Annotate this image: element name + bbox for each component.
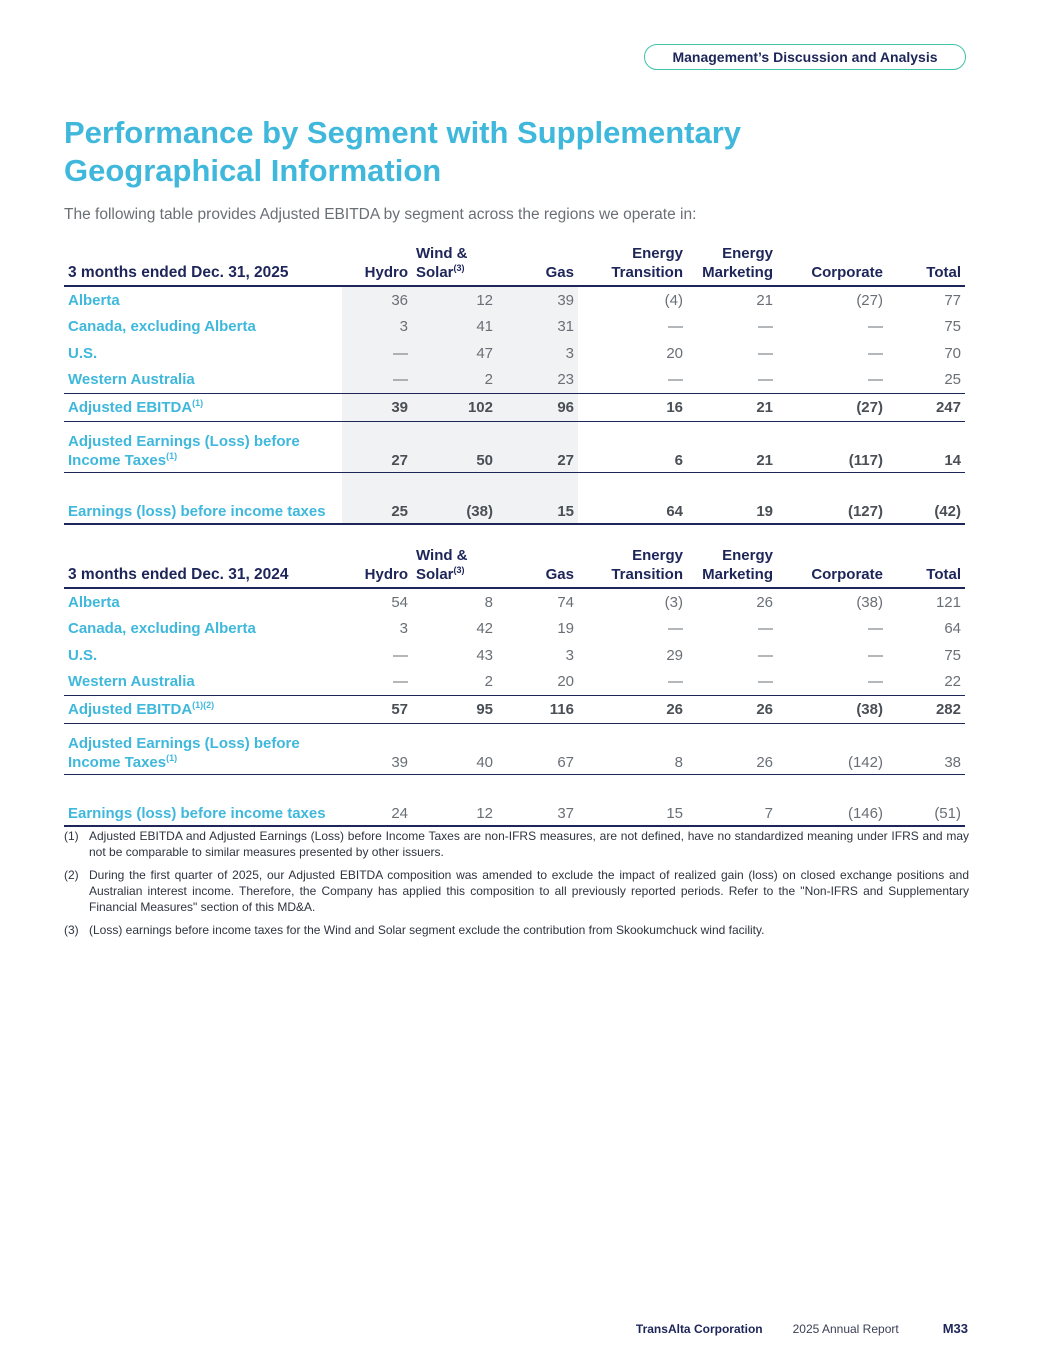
row-label: Adjusted EBITDA$^{(1)}$ [64, 394, 342, 422]
footnote [64, 867, 969, 915]
footnote-number: (3) [64, 923, 79, 937]
table-cell: 8 [484, 593, 493, 611]
row-label: Earnings (loss) before income taxes [64, 774, 342, 826]
table-cell: 21 [687, 421, 777, 472]
table-cell: 3 [342, 314, 412, 341]
table-cell: 64 [944, 620, 961, 638]
table-cell: 14 [887, 421, 965, 472]
table-row [64, 367, 965, 394]
table-cell: 77 [944, 291, 961, 309]
page-footer [636, 1321, 968, 1336]
footnote [64, 922, 969, 938]
table-cell: 7 [687, 774, 777, 826]
table-row [64, 723, 965, 774]
column-header-total: Total [887, 544, 965, 588]
column-header-energy-transition: Energy Transition [578, 242, 687, 286]
table-cell: 247 [887, 394, 965, 422]
table-cell: 42 [476, 620, 493, 638]
row-label: Adjusted Earnings (Loss) before Income Taxes$^{(1)}$ [64, 421, 342, 472]
table-cell: (3) [664, 593, 683, 611]
table-cell: 23 [497, 367, 578, 394]
table-cell: (38) [856, 593, 883, 611]
column-header-hydro: Hydro [342, 242, 412, 286]
table-cell: — [868, 371, 883, 389]
table-cell: 67 [497, 723, 578, 774]
table-cell: 29 [666, 646, 683, 664]
table-row [64, 472, 965, 524]
table-cell: 26 [687, 723, 777, 774]
column-header-total: Total [887, 242, 965, 286]
period-header: 3 months ended Dec. 31, 2024 [64, 544, 342, 588]
table-cell: — [342, 367, 412, 394]
footer-report: 2025 Annual Report [792, 1322, 899, 1336]
column-header-energy-marketing: Energy Marketing [687, 242, 777, 286]
page-title: Performance by Segment with Supplementary Geographical Information [64, 115, 742, 188]
table-cell: 19 [687, 472, 777, 524]
column-header-energy-marketing: Energy Marketing [687, 544, 777, 588]
footnote-text: Adjusted EBITDA and Adjusted Earnings (Loss) before Income Taxes are non-IFRS measures, are not defined, have no standardized meaning under IFRS and may not be comparable to similar measures presented by other issuers. [89, 829, 969, 859]
row-label: Western Australia [68, 673, 195, 691]
table-cell: 21 [687, 394, 777, 422]
row-label: Western Australia [68, 371, 195, 389]
table-cell: — [668, 318, 683, 336]
table-cell: — [758, 371, 773, 389]
table-cell: 47 [412, 340, 497, 367]
row-label: Adjusted $EBITDA^{(1)(2)}$ [64, 696, 342, 724]
table-cell: — [868, 673, 883, 691]
footnote-ref: (1)(2) [192, 699, 215, 710]
table-cell: 22 [944, 673, 961, 691]
table-cell: 64 [578, 472, 687, 524]
table-cell: 75 [944, 318, 961, 336]
table-cell: 41 [412, 314, 497, 341]
table-cell: 95 [412, 696, 497, 724]
table-cell: — [758, 620, 773, 638]
footnote-ref: (3) [453, 565, 465, 575]
table-cell: 57 [342, 696, 412, 724]
row-label: U.S. [68, 646, 98, 664]
table-cell: 12 [412, 286, 497, 314]
table-cell: — [758, 646, 773, 664]
table-cell: 75 [944, 646, 961, 664]
table-row [64, 286, 965, 314]
table-cell: 26 [687, 696, 777, 724]
period-header: 3 months ended Dec. 31, 2025 [64, 242, 342, 286]
section-pill: Management’s Discussion and Analysis [644, 44, 966, 70]
table-cell: 38 [887, 723, 965, 774]
table-cell: 2 [412, 367, 497, 394]
table-cell: 39 [342, 723, 412, 774]
table-cell: 20 [666, 344, 683, 362]
table-row [64, 774, 965, 826]
table-cell: — [758, 344, 773, 362]
table-cell: 27 [342, 421, 412, 472]
table-cell: (146) [777, 774, 887, 826]
table-cell: 26 [578, 696, 687, 724]
table-cell: 27 [497, 421, 578, 472]
footnotes [64, 828, 969, 945]
table-cell: 6 [578, 421, 687, 472]
column-header-energy-transition: Energy Transition [578, 544, 687, 588]
table-cell: — [758, 673, 773, 691]
footer-company: TransAlta Corporation [635, 1322, 763, 1336]
table-cell: 31 [497, 314, 578, 341]
table-cell: 26 [756, 593, 773, 611]
segment-table-2024 [64, 544, 965, 827]
table-cell: 3 [497, 340, 578, 367]
table-cell: 96 [497, 394, 578, 422]
table-header-row [64, 544, 965, 588]
table-cell: 102 [412, 394, 497, 422]
table-row [64, 340, 965, 367]
row-label: Alberta [68, 291, 120, 309]
table-cell: 39 [497, 286, 578, 314]
footnote-text: (Loss) earnings before income taxes for the Wind and Solar segment exclude the contribution from Skookumchuck wind facility. [89, 923, 765, 937]
table-cell: 121 [935, 593, 961, 611]
table-cell: 50 [412, 421, 497, 472]
table-cell: 21 [756, 291, 773, 309]
table-cell: 15 [578, 774, 687, 826]
table-cell: — [868, 344, 883, 362]
column-header-corporate: Corporate [777, 544, 887, 588]
table-cell: — [393, 673, 408, 691]
column-header-wind-solar: Wind & Solar$^{(3)}$ [412, 544, 497, 588]
table-cell: 43 [476, 646, 493, 664]
table-cell: (27) [856, 291, 883, 309]
table-cell: 282 [887, 696, 965, 724]
table-cell: — [668, 371, 683, 389]
table-cell: 19 [557, 620, 574, 638]
table-cell: — [668, 673, 683, 691]
table-cell: 70 [944, 344, 961, 362]
table-cell: (127) [777, 472, 887, 524]
table-cell: — [393, 646, 408, 664]
table-cell: 54 [391, 593, 408, 611]
table-cell: — [342, 340, 412, 367]
row-label: Earnings (loss) before income taxes [64, 472, 342, 524]
table-cell: 25 [342, 472, 412, 524]
table-cell: 8 [578, 723, 687, 774]
table-cell: (38) [412, 472, 497, 524]
table-row [64, 616, 965, 643]
page-number: M33 [942, 1321, 968, 1336]
footnote-number: (2) [64, 868, 79, 882]
row-label: Alberta [68, 593, 120, 611]
table-cell: (142) [777, 723, 887, 774]
column-header-hydro: Hydro [342, 544, 412, 588]
table-cell: 37 [497, 774, 578, 826]
table-cell: 74 [557, 593, 574, 611]
table-cell: 15 [497, 472, 578, 524]
row-label: U.S. [68, 344, 98, 362]
table-row [64, 421, 965, 472]
footnote-ref: (1) [166, 450, 178, 461]
footnote-ref: (1) [192, 397, 204, 408]
table-cell: 25 [944, 371, 961, 389]
footnote-number: (1) [64, 829, 79, 843]
row-label: Canada, excluding Alberta [68, 318, 256, 336]
table-cell: (4) [664, 291, 683, 309]
table-cell: (51) [887, 774, 965, 826]
table-cell: (117) [777, 421, 887, 472]
table-cell: 36 [342, 286, 412, 314]
column-header-gas: Gas [497, 544, 578, 588]
table-row [64, 588, 965, 616]
table-header-row [64, 242, 965, 286]
column-header-gas: Gas [497, 242, 578, 286]
table-cell: 116 [497, 696, 578, 724]
footnote [64, 828, 969, 860]
segment-table-2025 [64, 242, 965, 525]
table-cell: — [758, 318, 773, 336]
footnote-ref: (3) [453, 263, 465, 273]
footnote-text: During the first quarter of 2025, our Adjusted EBITDA composition was amended to exclude the impact of realized gain (loss) on closed exchange positions and Australian interest income. Therefore, the Company has applied this composition to all previously reported periods. Refer to the "Non-IFRS and Supplementary Financial Measures" section of this MD&A. [89, 868, 969, 914]
table-row [64, 642, 965, 669]
row-label: Canada, excluding Alberta [68, 620, 256, 638]
table-cell: — [868, 620, 883, 638]
table-cell: 40 [412, 723, 497, 774]
table-row [64, 696, 965, 724]
table-cell: 3 [565, 646, 574, 664]
column-header-wind-solar: Wind & Solar$^{(3)}$ [412, 242, 497, 286]
table-cell: (38) [777, 696, 887, 724]
table-cell: 39 [342, 394, 412, 422]
row-label: Adjusted Earnings (Loss) before Income Taxes$^{(1)}$ [64, 723, 342, 774]
footnote-ref: (1) [166, 752, 178, 763]
table-row [64, 314, 965, 341]
table-cell: 20 [557, 673, 574, 691]
column-header-corporate: Corporate [777, 242, 887, 286]
table-cell: 2 [484, 673, 493, 691]
table-cell: — [668, 620, 683, 638]
table-cell: 12 [412, 774, 497, 826]
table-row [64, 394, 965, 422]
table-cell: 3 [399, 620, 408, 638]
intro-text: The following table provides Adjusted EBITDA by segment across the regions we operate in: [64, 206, 697, 223]
table-cell: (27) [777, 394, 887, 422]
table-cell: (42) [887, 472, 965, 524]
table-cell: 24 [342, 774, 412, 826]
table-cell: — [868, 646, 883, 664]
table-cell: 16 [578, 394, 687, 422]
table-row [64, 669, 965, 696]
table-cell: — [868, 318, 883, 336]
